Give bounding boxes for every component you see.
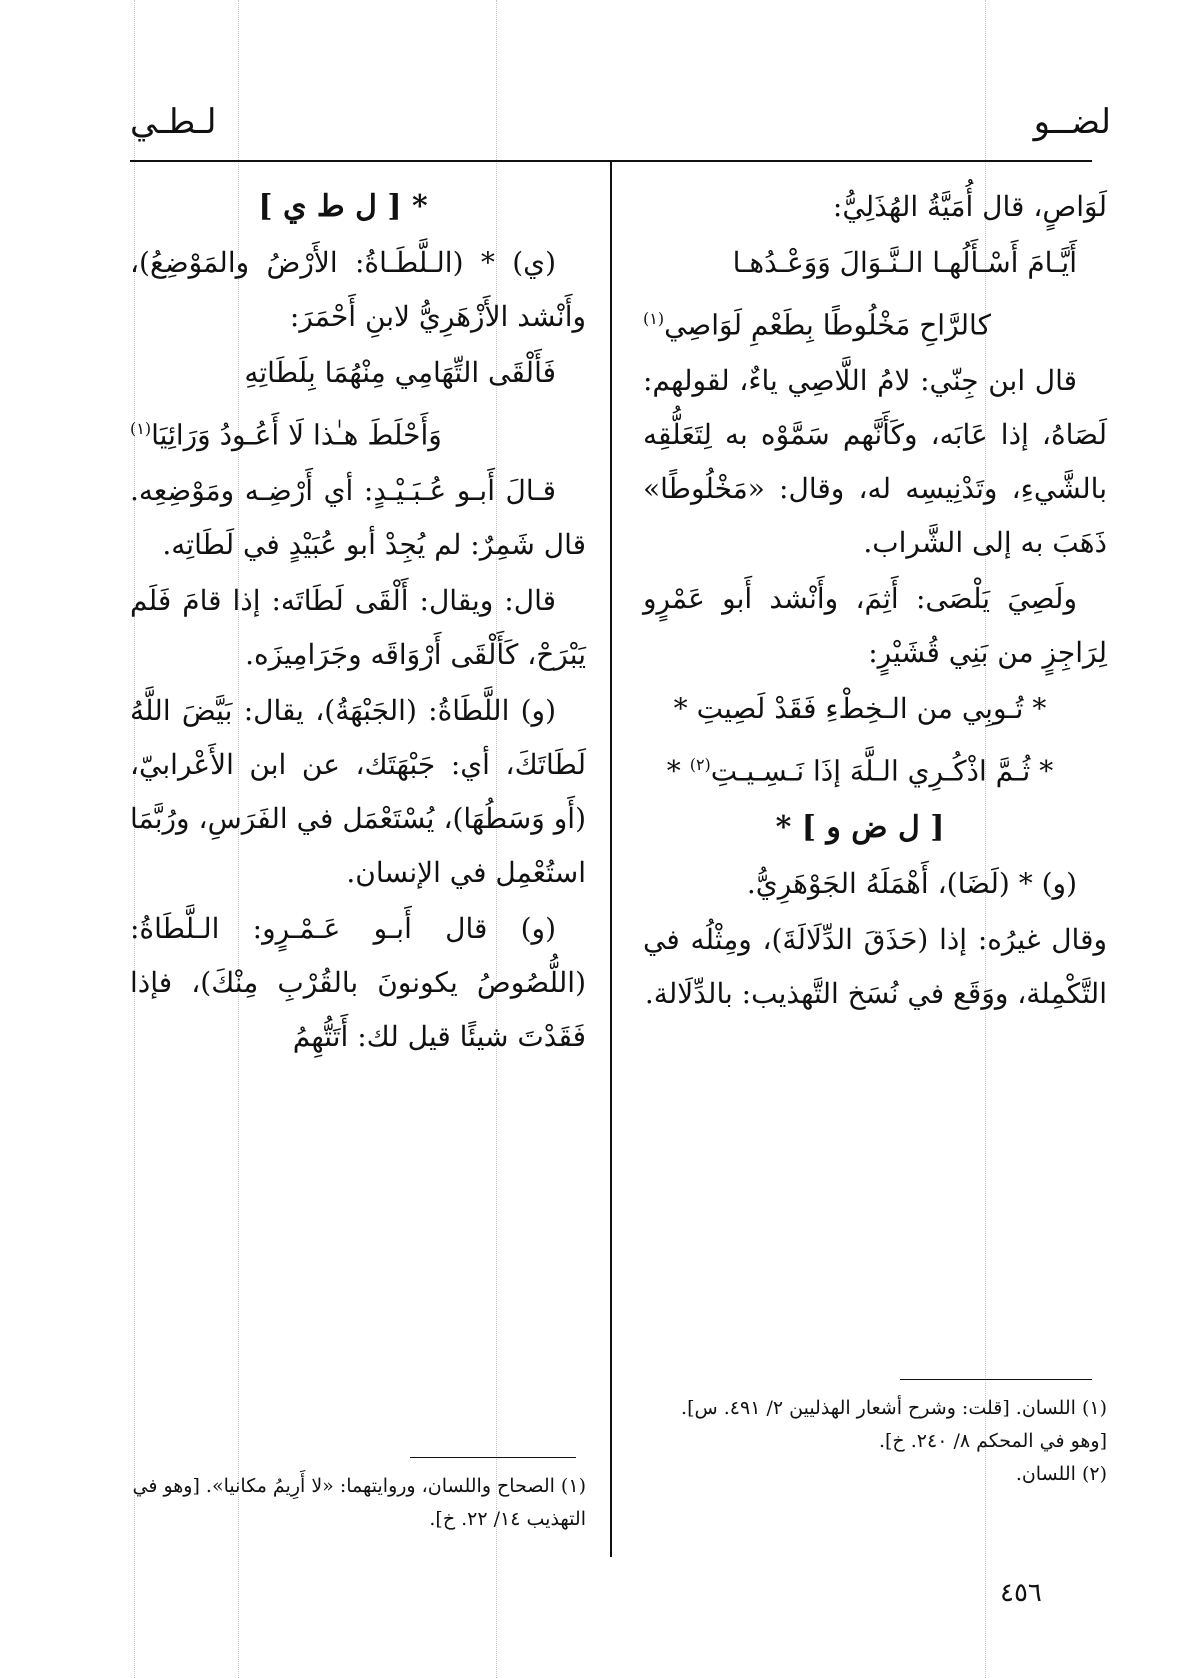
- paragraph: قال ابن جِنّي: لامُ اللَّاصِي ياءٌ، لقولهم: لَصَاهُ، إذا عَابَه، وكَأَنَّهم سَمَّوْه به لِتَعَلُّقِه بالشَّيءِ، وتَدْنِيسِه له، وقال: «مَخْلُوطًا» ذَهَبَ به إلى الشَّراب.: [643, 364, 1107, 560]
- verse-text-end: *: [666, 754, 690, 788]
- footnote-ref: (١): [643, 309, 665, 328]
- verse-hemistich: فَأَلْقَى التِّهَامِي مِنْهُمَا بِلَطَاتِهِ: [244, 356, 556, 389]
- verse-hemistich: أَيَّـامَ أَسْـأَلُهـا الـنَّـوَالَ وَوَعْـدُهـا: [732, 246, 1077, 279]
- footnote-ref: (٢): [689, 755, 711, 775]
- verse-hemistich: [643, 292, 1107, 352]
- paragraph: (و) * (لَضَا)، أَهْمَلَهُ الجَوْهَرِيُّ.: [746, 866, 1077, 900]
- paragraph: وقال غيرُه: إذا (حَذَقَ الدِّلَالَةَ)، ومِثْلُه في التَّكْمِلة، ووَقَع في نُسَخ التَّهذيب: بالدِّلَالة.: [643, 922, 1107, 1010]
- page-number: ٤٥٦: [1000, 1578, 1042, 1608]
- rajaz-line: * تُـوبِي من الـخِطْءِ فَقَدْ لَصِيتِ *: [673, 692, 1047, 726]
- verse-text: وَأَحْلَطَ هـٰذا لَا أَعُـودُ وَرَائِيَا: [151, 418, 442, 452]
- running-header-right: لضــو: [1033, 102, 1111, 142]
- paragraph: قال: ويقال: أَلْقَى لَطَاتَه: إذا قامَ فَلَم يَبْرَحْ، كَأَلْقَى أَرْوَاقَه وجَرَامِيزَه.: [130, 584, 586, 672]
- footnote-rule: [410, 1457, 576, 1458]
- paragraph: ولَصِيَ يَلْصَى: أَثِمَ، وأَنْشد أَبو عَمْرٍو لِرَاجِزٍ من بَنِي قُشَيْرٍ:: [643, 582, 1107, 670]
- left-column: [130, 180, 586, 1066]
- footnotes-left: [130, 1470, 586, 1536]
- paragraph: قـالَ أَبـو عُـبَـيْـدٍ: أي أَرْضِـه ومَوْضِعِه. قال شَمِرٌ: لم يُجِدْ أبو عُبَيْدٍ في لَطَاتِه.: [130, 474, 586, 562]
- paragraph: (و) اللَّطَاةُ: (الجَبْهَةُ)، يقال: بَيَّضَ اللَّهُ لَطَاتَكَ، أي: جَبْهَتَك، عن ابن الأَعْرابيّ، (أَو وَسَطُهَا)، يُسْتَعْمَل في الفَرَسِ، ورُبَّمَا استُعْمِل في الإنسان.: [130, 694, 586, 890]
- entry-heading: * [ ل ط ي ]: [258, 189, 428, 224]
- rajaz-line: [643, 738, 1107, 798]
- verse-text: كالرَّاحِ مَخْلُوطًا بِطَعْمِ لَوَاصِي: [664, 308, 991, 342]
- footnote: (١) الصحاح واللسان، وروايتهما: «لا أَرِيمُ مكانيا». [وهو في التهذيب ١٤/ ٢٢. خ].: [132, 1475, 586, 1530]
- footnote-ref: (١): [130, 419, 152, 438]
- paragraph: (ي) * (الـلَّطَـاةُ: الأَرْضُ والمَوْضِعُ)، وأَنْشد الأَزْهَرِيُّ لابنِ أَحْمَرَ:: [130, 246, 586, 333]
- paragraph: (و) قال أَبـو عَـمْـرٍو: الـلَّطَاةُ: (اللُّصُوصُ يكونونَ بالقُرْبِ مِنْكَ)، فإذا فَقَدْتَ شيئًا قيل لك: أَتَتُّهِمُ: [130, 912, 586, 1054]
- column-divider: [610, 160, 612, 1557]
- verse-text: * ثُـمَّ اذْكُـرِي الـلَّهَ إذَا نَـسِـيـتِ: [710, 754, 1054, 788]
- running-header-left: لـطـي: [130, 102, 217, 142]
- paragraph: لَوَاصٍ، قال أُمَيَّةُ الهُذَلِيُّ:: [832, 190, 1107, 223]
- footnotes-right: [643, 1392, 1107, 1491]
- footnote: (١) اللسان. [قلت: وشرح أشعار الهذليين ٢/ ٤٩١. س]. [وهو في المحكم ٨/ ٢٤٠. خ].: [681, 1397, 1107, 1452]
- footnote-rule: [900, 1379, 1092, 1380]
- verse-hemistich: [130, 402, 586, 462]
- entry-heading: [ ل ض و ] *: [775, 809, 945, 845]
- footnote: (٢) اللسان.: [1015, 1463, 1107, 1485]
- right-column: [643, 180, 1107, 1023]
